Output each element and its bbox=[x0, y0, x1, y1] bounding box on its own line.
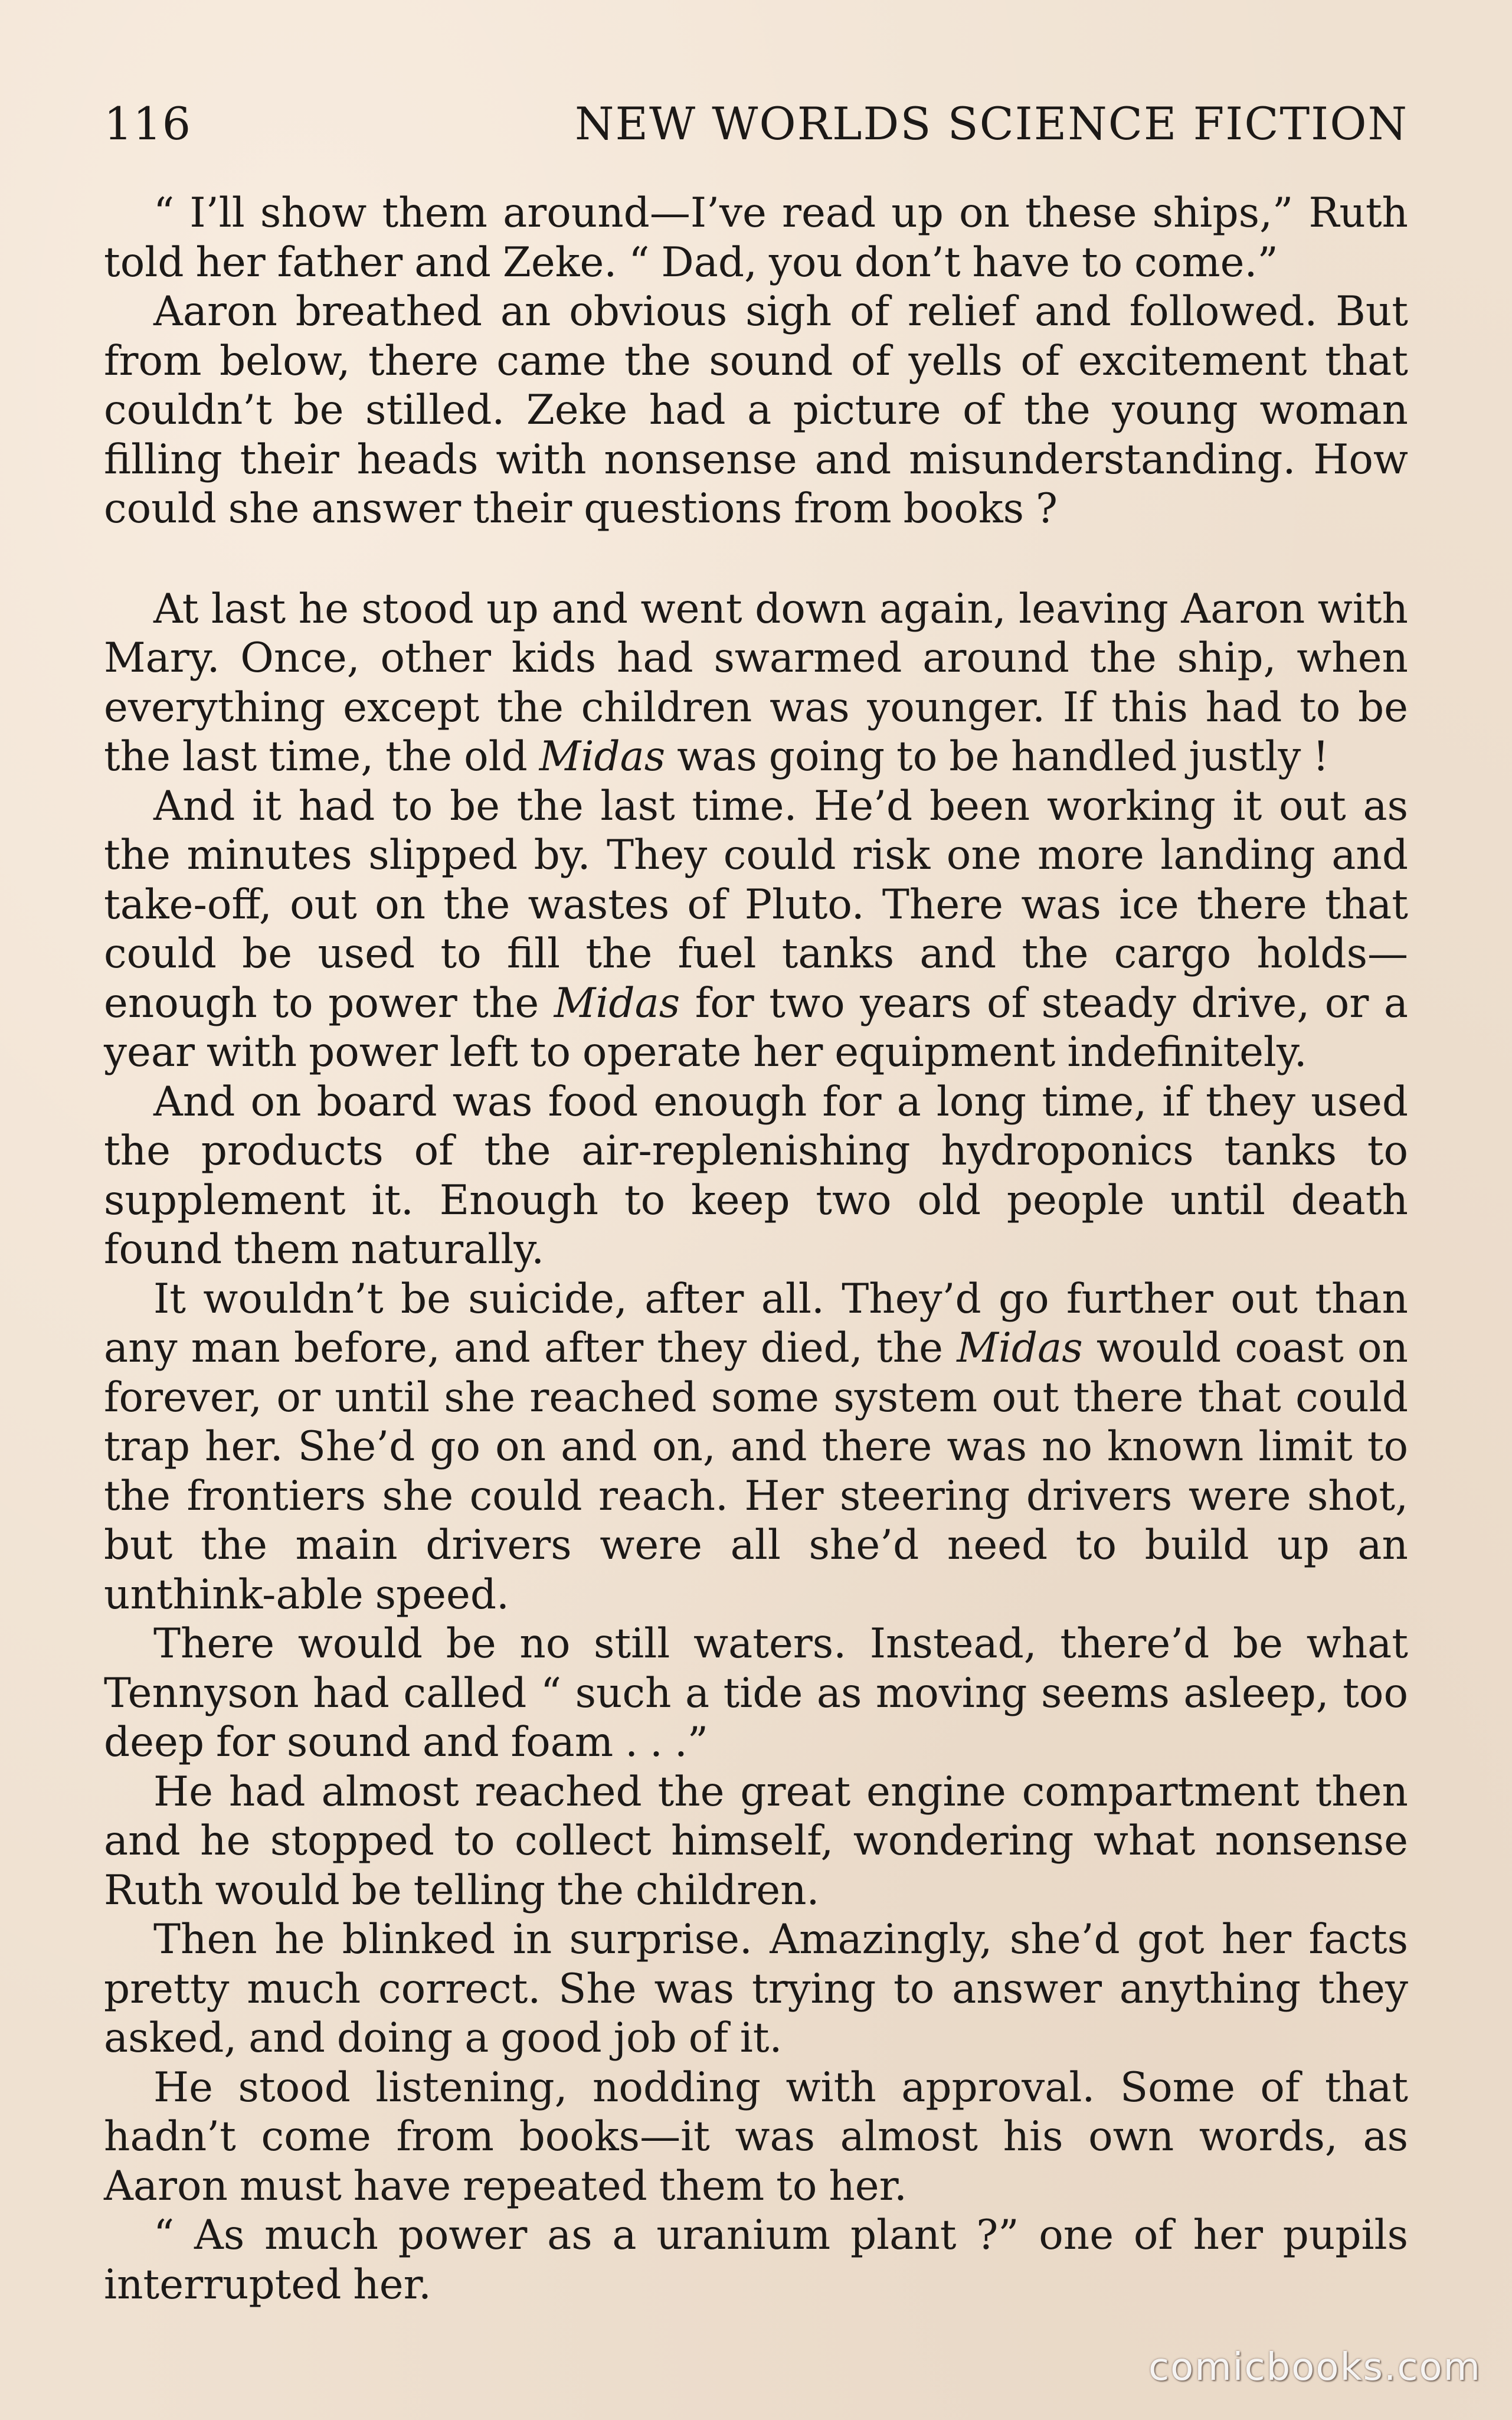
site-watermark: comicbooks.com bbox=[1148, 2346, 1481, 2389]
paragraph: He stood listening, nodding with approval. Some of that hadn’t come from books—it was almost his own words, as Aaron must have repeated them to her. bbox=[104, 2063, 1408, 2210]
page-number: 116 bbox=[104, 97, 192, 150]
paragraph: And on board was food enough for a long time, if they used the products of the air-replenishing hydroponics tanks to supplement it. Enough to keep two old people until death found them naturally. bbox=[104, 1078, 1408, 1273]
paragraph: “ I’ll show them around—I’ve read up on these ships,” Ruth told her father and Zeke. “ Dad, you don’t have to come.” bbox=[104, 189, 1408, 286]
paragraph: Aaron breathed an obvious sigh of relief and followed. But from below, there came the sound of yells of excitement that couldn’t be stilled. Zeke had a picture of the young woman filling their heads with nonsense and misunderstanding. How could she answer their questions from books ? bbox=[104, 288, 1408, 532]
paragraph: And it had to be the last time. He’d been working it out as the minutes slipped by. They could risk one more landing and take-off, out on the wastes of Pluto. There was ice there that could be used to fill the fuel tanks and the cargo holds—enough to power the Midas for two years of steady drive, or a year with power left to operate her equipment indefinitely. bbox=[104, 782, 1408, 1076]
paragraph: “ As much power as a uranium plant ?” one of her pupils interrupted her. bbox=[104, 2212, 1408, 2308]
running-header bbox=[104, 89, 1408, 159]
running-title: NEW WORLDS SCIENCE FICTION bbox=[575, 97, 1408, 150]
book-page bbox=[104, 89, 1408, 2310]
story-text bbox=[104, 189, 1408, 2310]
section-break bbox=[104, 534, 1408, 585]
paragraph: He had almost reached the great engine compartment then and he stopped to collect himself, wondering what nonsense Ruth would be telling the children. bbox=[104, 1768, 1408, 1914]
ship-name: Midas bbox=[554, 979, 680, 1027]
ship-name: Midas bbox=[957, 1325, 1083, 1372]
paragraph: Then he blinked in surprise. Amazingly, she’d got her facts pretty much correct. She was trying to answer anything they asked, and doing a good job of it. bbox=[104, 1916, 1408, 2062]
ship-name: Midas bbox=[539, 733, 666, 780]
paragraph: It wouldn’t be suicide, after all. They’d go further out than any man before, and after they died, the Midas would coast on forever, or until she reached some system out there that could trap her. She’d go on and on, and there was no known limit to the frontiers she could reach. Her steering drivers were shot, but the main drivers were all she’d need to build up an unthink-able speed. bbox=[104, 1275, 1408, 1618]
paragraph: At last he stood up and went down again, leaving Aaron with Mary. Once, other kids had swarmed around the ship, when everything except the children was younger. If this had to be the last time, the old Midas was going to be handled justly ! bbox=[104, 585, 1408, 780]
paragraph: There would be no still waters. Instead, there’d be what Tennyson had called “ such a tide as moving seems asleep, too deep for sound and foam . . .” bbox=[104, 1620, 1408, 1766]
